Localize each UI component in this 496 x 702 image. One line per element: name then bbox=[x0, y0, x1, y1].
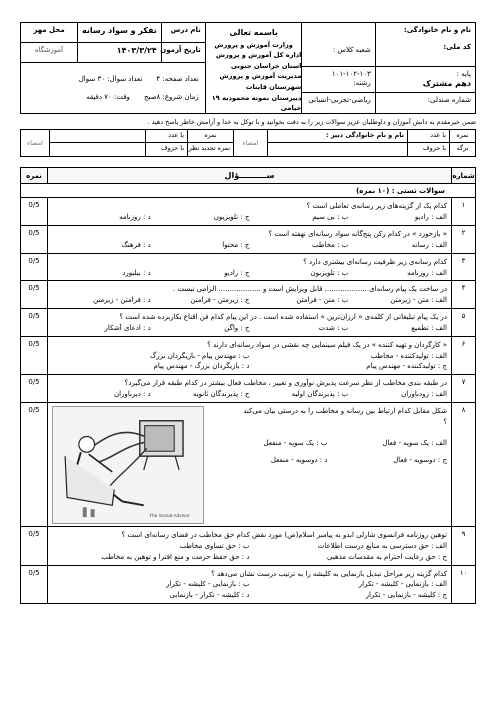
office-name: اداره کل آموزش و پرورش استان خراسان جنوبی bbox=[215, 51, 302, 70]
option-a: الف : تولیدکننده - مخاطب bbox=[370, 351, 447, 360]
option-a: الف : تطمیع bbox=[411, 323, 447, 332]
in-words-label: با حروف bbox=[423, 144, 446, 153]
name-label: نام و نام خانوادگی: bbox=[403, 26, 471, 34]
option-c: ج : پذیرندگان ثانویه bbox=[192, 390, 250, 399]
option-b: ب : بازنمایی - کلیشه - تکرار bbox=[166, 580, 250, 589]
review-score-label-box bbox=[187, 130, 233, 156]
option-b: ب : متن - فرامتن bbox=[296, 296, 349, 305]
question-number: ۵ bbox=[451, 309, 475, 336]
section-title: سوالات تستی : (۱۰ نمره) bbox=[21, 184, 475, 198]
option-d: د : بیلبورد bbox=[122, 268, 151, 277]
sheet-label: برگه bbox=[456, 144, 469, 153]
question-text: کدام رسانه‌ی زیر ظرفیت رسانه‌ای بیشتری دارد ؟ bbox=[303, 257, 447, 266]
question-row bbox=[21, 375, 475, 403]
illustration-caption: The Social Advisor bbox=[148, 514, 190, 520]
question-number: ۴ bbox=[451, 281, 475, 308]
review-label: نمره تجدید نظر bbox=[188, 144, 230, 153]
tv-viewer-illustration bbox=[52, 406, 204, 524]
table-header bbox=[21, 168, 475, 184]
exam-info bbox=[21, 23, 205, 113]
teacher-box bbox=[267, 130, 407, 156]
seal-label: محل مهر bbox=[33, 26, 65, 34]
question-count-label: تعداد سوال: bbox=[107, 75, 143, 83]
option-c: ج : محتوا bbox=[222, 240, 250, 249]
option-b: ب : تلویزیون bbox=[310, 268, 349, 277]
option-a: الف : رادیو bbox=[414, 213, 447, 222]
field-label: رشته: bbox=[353, 79, 371, 88]
question-score: 0/5 bbox=[28, 312, 40, 321]
question-text: در یک پیام تبلیغاتی از کلمه‌ی « ارزان‌ترین » استفاده شده است . در این پیام کدام فن اقناع بکاربرده شده است ؟ bbox=[119, 313, 447, 322]
teacher-sign: امضاء bbox=[233, 130, 267, 156]
option-b: ب : مخاطب bbox=[312, 240, 349, 249]
option-d: د : حق حفظ حرمت و منع افترا و توهین به مخاطب bbox=[101, 552, 250, 561]
in-digits-label: با عدد bbox=[408, 130, 449, 143]
question-number: ۱۰ bbox=[451, 566, 475, 604]
teacher-label: نام و نام خانوادگی دبیر : bbox=[268, 130, 407, 143]
question-number: ۱ bbox=[451, 198, 475, 225]
student-info bbox=[375, 23, 475, 113]
question-header: ســــــــــؤال bbox=[47, 168, 451, 183]
option-d: د : ادعای آشکار bbox=[104, 323, 151, 332]
subject-value: تفکر و سواد رسانه bbox=[77, 23, 161, 42]
question-score: 0/5 bbox=[28, 568, 40, 577]
option-b: ب : مهندس پیام - بازیگردان بزرگ bbox=[150, 351, 250, 360]
question-text: شکل مقابل کدام ارتباط بین رسانه و مخاطب را به درستی بیان می‌کند ؟ bbox=[243, 406, 447, 426]
question-text: کدام گزینه زیر مراحل تبدیل بازنمایی به کلیشه را به ترتیب درست نشان می‌دهد ؟ bbox=[211, 569, 447, 578]
option-d: د : کلیشه - تکرار - بازنمایی bbox=[169, 591, 250, 600]
question-text: در ساخت یک پیام رسانه‌ای ................... قابل ویرایش است و ................... الزامی نیست . bbox=[172, 285, 447, 294]
question-text: در طبقه بندی مخاطب از نظر سرعت پذیرش نوآوری و تغییر ، مخاطب فعال بیشتر در کدام طبقه قرار می‌گیرد؟ bbox=[124, 379, 447, 388]
score-header: نمره bbox=[26, 172, 42, 181]
question-number: ۷ bbox=[451, 375, 475, 402]
final-score-label-box bbox=[449, 130, 475, 156]
question-score: 0/5 bbox=[28, 378, 40, 387]
question-row bbox=[21, 527, 475, 566]
questions-table bbox=[20, 167, 476, 604]
duration: وقت: ۷۰ دقیقه bbox=[86, 93, 130, 101]
question-score: 0/5 bbox=[28, 284, 40, 293]
option-a: الف : متن - زیرمتن bbox=[390, 296, 447, 305]
option-d: د : فرهنگ bbox=[121, 240, 151, 249]
option-c: ج : زیرمتن - فرامتن bbox=[190, 296, 250, 305]
school-name: دبیرستان نمونه محمودیه ۱۹ خیامی bbox=[211, 93, 302, 113]
scores-row bbox=[20, 129, 476, 157]
question-row bbox=[21, 403, 475, 527]
review-score-box bbox=[145, 130, 187, 156]
option-b: ب : پذیرندگان اولیه bbox=[291, 390, 349, 399]
final-score-box bbox=[407, 130, 449, 156]
pages-label: تعداد صفحه: bbox=[162, 75, 199, 83]
school-seal-label: آموزشگاه bbox=[34, 46, 64, 54]
review-digits-label: با عدد bbox=[146, 130, 187, 143]
option-c: ج : تلویزیون bbox=[213, 213, 250, 222]
option-b: ب : بی سیم bbox=[312, 213, 349, 222]
code-label: کد ملی: bbox=[443, 43, 471, 52]
grade-label: پایه : bbox=[456, 70, 471, 78]
exam-header bbox=[20, 22, 476, 114]
field-value: ریاضی-تجربی-انسانی bbox=[308, 96, 371, 104]
question-number: ۳ bbox=[451, 254, 475, 281]
bismillah: باسمه تعالی bbox=[229, 28, 278, 37]
question-score: 0/5 bbox=[28, 256, 40, 265]
question-score: 0/5 bbox=[28, 229, 40, 238]
option-c: ج : تولیدکننده - مهندس پیام bbox=[366, 362, 447, 371]
date-value: ۱۴۰۳/۳/۲۴ bbox=[77, 43, 161, 62]
review-words-label: با حروف bbox=[161, 144, 184, 153]
option-d: د : روزنامه bbox=[119, 213, 151, 222]
option-a: الف : بازنمایی - کلیشه - تکرار bbox=[358, 580, 447, 589]
option-c: ج : رادیو bbox=[224, 268, 250, 277]
option-d: د : فرامتن - زیرمتن bbox=[93, 296, 151, 305]
option-c: ج : کلیشه - بازنمایی - تکرار bbox=[365, 591, 447, 600]
question-row bbox=[21, 309, 475, 337]
question-score: 0/5 bbox=[28, 529, 40, 538]
pages-value: ۴ bbox=[156, 75, 161, 83]
question-row bbox=[21, 566, 475, 604]
option-a: الف : یک سویه - فعال bbox=[382, 438, 447, 447]
question-row bbox=[21, 198, 475, 226]
question-text: کدام یک از گزینه‌های زیر رسانه‌ی تعاملی است ؟ bbox=[306, 202, 447, 211]
question-score: 0/5 bbox=[28, 201, 40, 210]
question-row bbox=[21, 226, 475, 254]
question-number: ۸ bbox=[451, 403, 475, 526]
question-row bbox=[21, 254, 475, 282]
class-info bbox=[301, 23, 374, 113]
score-label: نمره bbox=[450, 130, 475, 143]
option-c: ج : حق رعایت احترام به مقدسات مذهبی bbox=[327, 552, 447, 561]
start-time: زمان شروع: ۸صبح bbox=[143, 93, 199, 101]
seat-label: شماره صندلی: bbox=[427, 96, 471, 104]
branch-value: ۱۰۱-۱۰۲-۱۰۳ bbox=[331, 70, 371, 78]
question-number: ۲ bbox=[451, 226, 475, 253]
reviewer-box bbox=[49, 130, 145, 156]
option-c: ج : دوسویه - فعال bbox=[393, 455, 447, 464]
exam-notice: ضمن خیرمقدم به دانش آموزان و داوطلبان عزیز سوالات زیر را به دقت بخوانید و با توکل به خدا و آرامش خاطر پاسخ دهید . bbox=[147, 118, 476, 126]
question-number: ۹ bbox=[451, 527, 475, 565]
question-row bbox=[21, 337, 475, 376]
question-text: توهین روزنامه فرانسوی شارلی ابدو به پیامبر اسلام(ص) مورد نقض کدام حق مخاطب در فضای رسانه‌ای است ؟ bbox=[121, 530, 447, 539]
ministry-name: وزارت آموزش و پرورش bbox=[214, 40, 293, 49]
option-d: د : دوسویه - منفعل bbox=[270, 455, 328, 464]
option-b: ب : حق تساوی مخاطب bbox=[179, 541, 250, 550]
question-text: « بازخورد » در کدام رکن پنج‌گانه سواد رسانه‌ای نهفته است ؟ bbox=[268, 230, 447, 239]
question-row bbox=[21, 281, 475, 309]
option-c: ج : واگن bbox=[224, 323, 250, 332]
question-number: ۶ bbox=[451, 337, 475, 375]
grade-value: دهم مشترک bbox=[422, 79, 471, 89]
ministry-block bbox=[205, 23, 302, 113]
option-a: الف : حق دسترسی به منابع درست اطلاعات bbox=[317, 541, 447, 550]
review-score-label: نمره bbox=[188, 130, 233, 143]
question-score: 0/5 bbox=[28, 405, 40, 414]
option-a: الف : زودباوران bbox=[401, 390, 447, 399]
option-d: د : بازیگردان بزرگ - مهندس پیام bbox=[153, 362, 250, 371]
option-d: د : دیرباوران bbox=[113, 390, 151, 399]
question-count-value: ۳۰ سوال bbox=[78, 75, 105, 83]
option-b: ب : یک سویه - منفعل bbox=[263, 438, 328, 447]
branch-label: شعبه کلاس : bbox=[332, 46, 371, 54]
number-header: شماره bbox=[451, 168, 475, 183]
question-text: « کارگردان و تهیه کننده » در یک فیلم سینمایی چه نقشی در سواد رسانه‌ای دارند ؟ bbox=[207, 340, 447, 349]
reviewer-sign: امضاء bbox=[27, 139, 43, 148]
option-b: ب : شدت bbox=[318, 323, 349, 332]
subject-label: نام درس bbox=[161, 23, 205, 42]
date-label: تاریخ آزمون bbox=[161, 43, 205, 62]
option-a: الف : رسانه bbox=[411, 240, 447, 249]
department-name: مدیریت آموزش و پرورش شهرستان قاینات bbox=[219, 72, 302, 91]
option-a: الف : روزنامه bbox=[407, 268, 447, 277]
question-score: 0/5 bbox=[28, 339, 40, 348]
